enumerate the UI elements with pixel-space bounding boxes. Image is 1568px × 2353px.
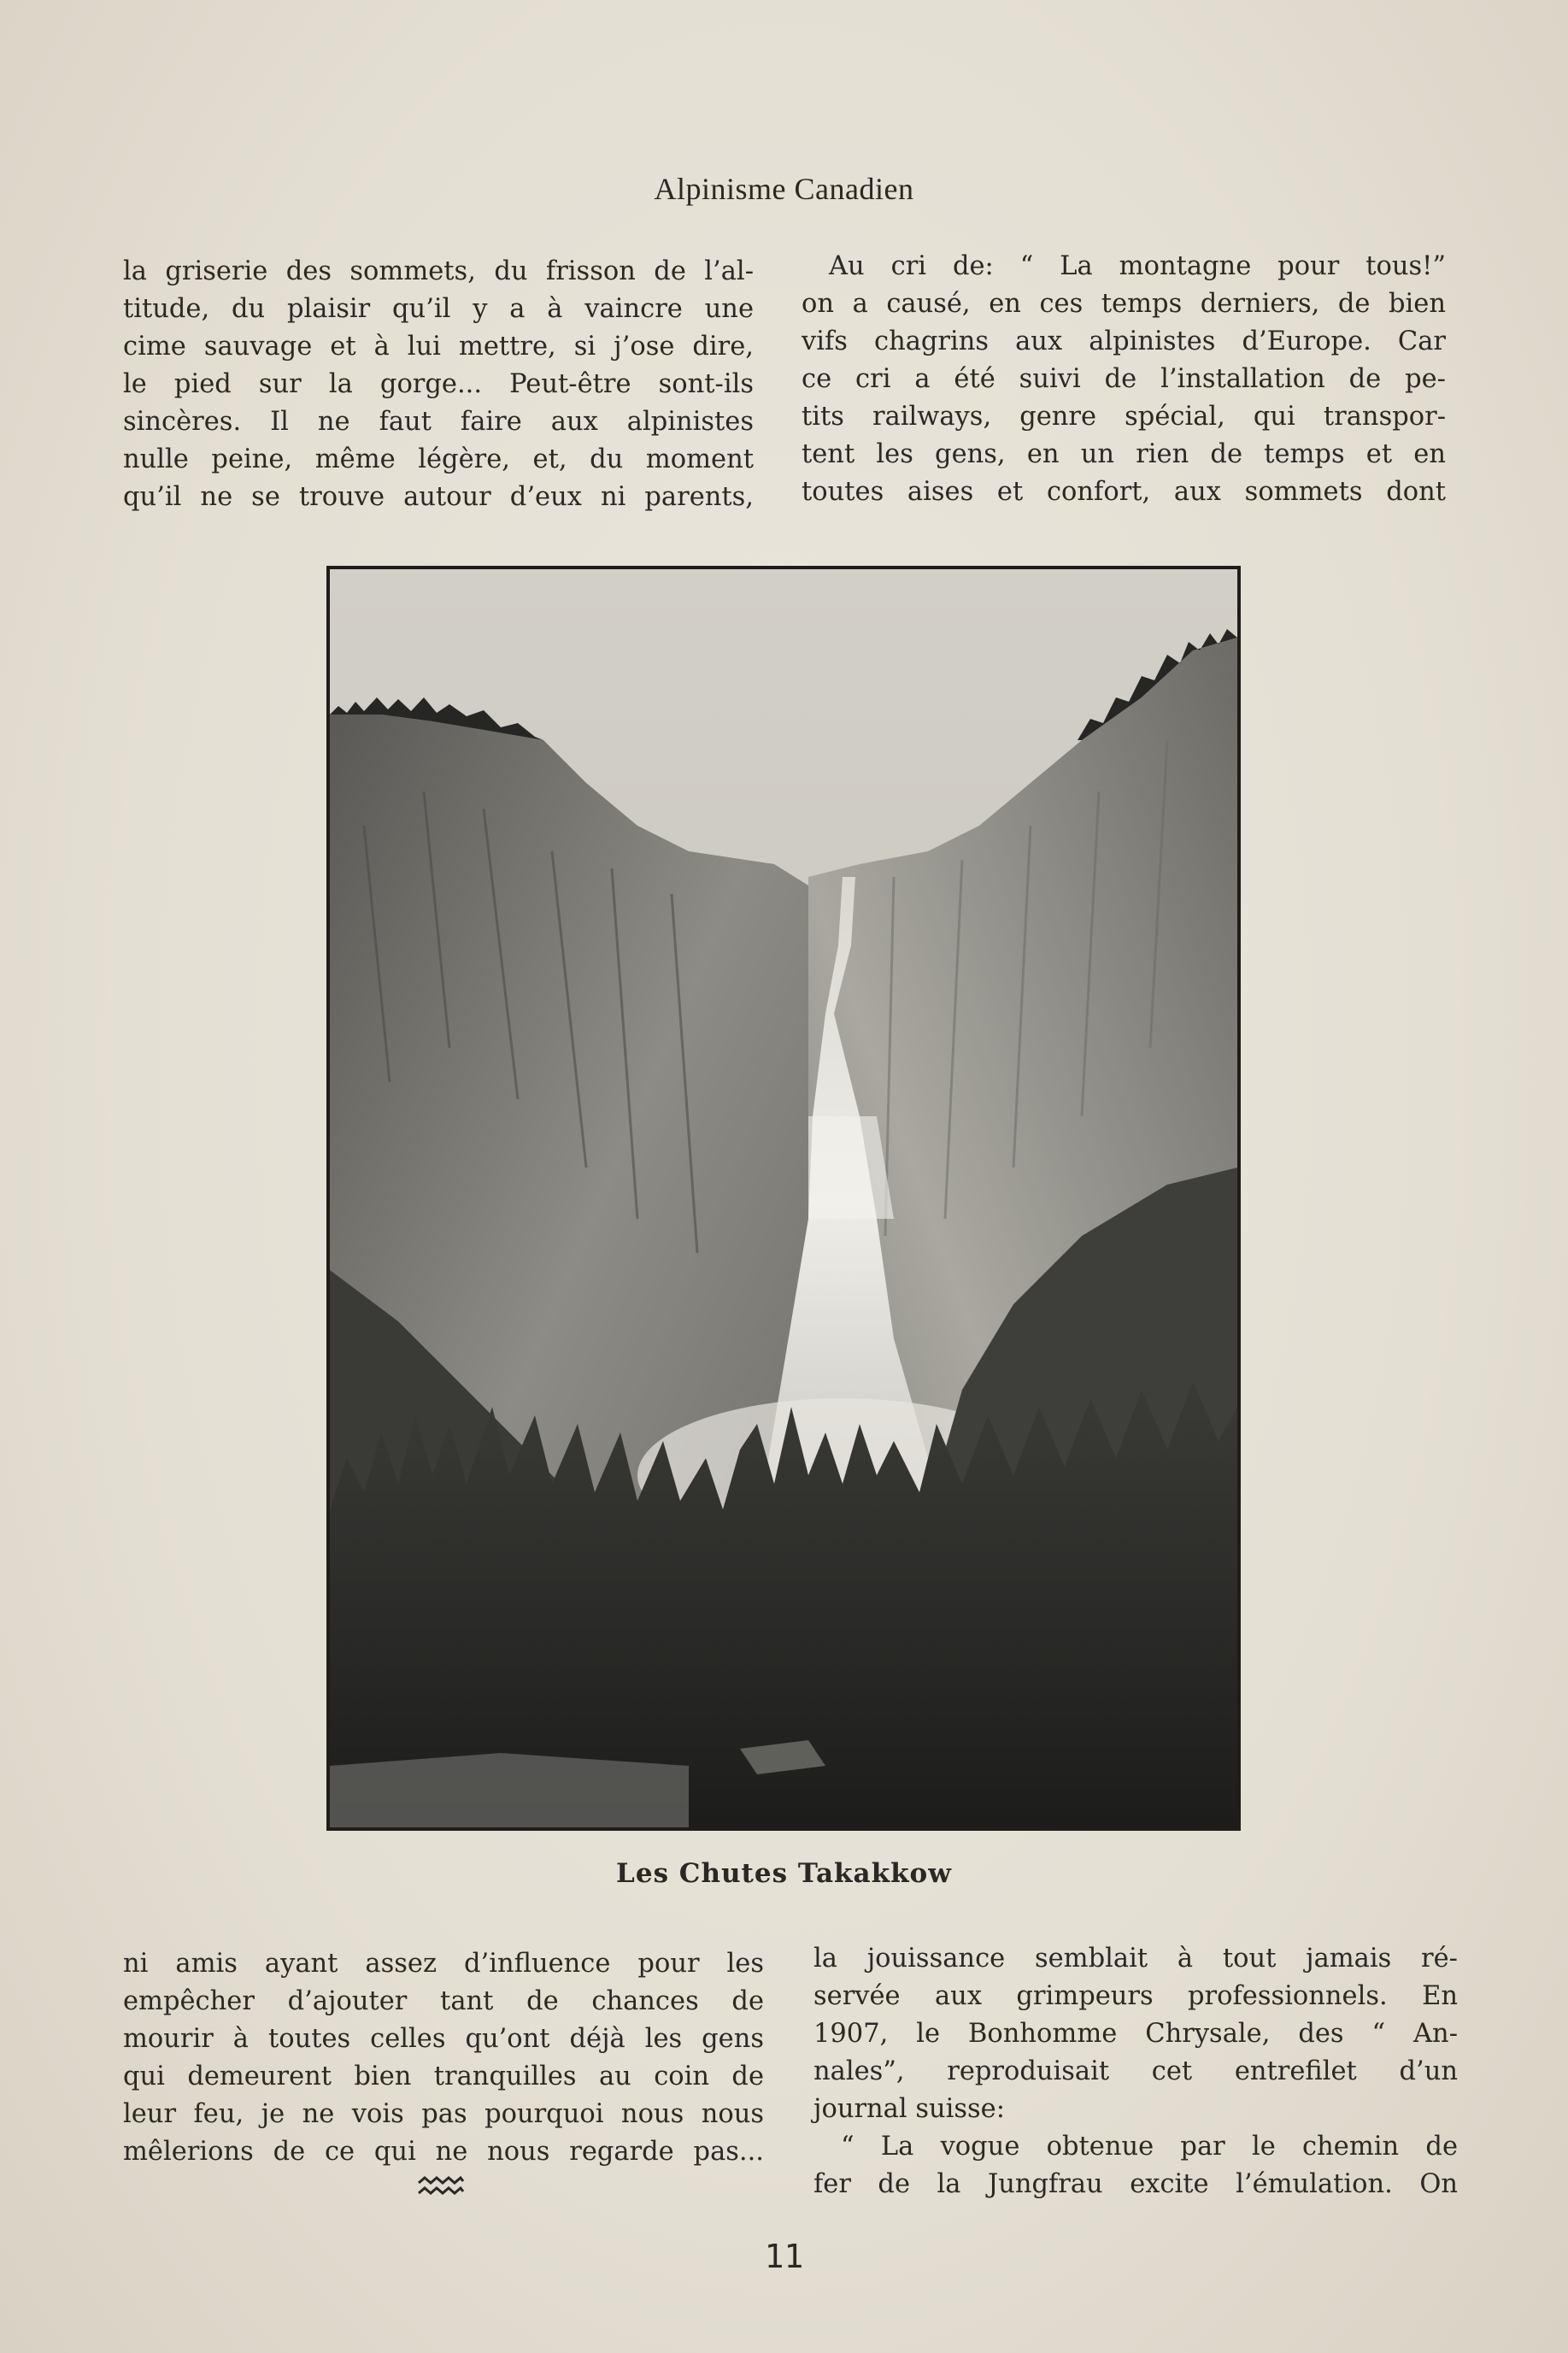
text-line: leur feu, je ne vois pas pourquoi nous nous [123,2099,764,2129]
page-number: 11 [764,2238,804,2275]
text-line: tent les gens, en un rien de temps et en [802,439,1446,469]
text-line: empêcher d’ajouter tant de chances de [123,1986,764,2016]
text-line: vifs chagrins aux alpinistes d’Europe. Car [802,326,1446,356]
text-line: servée aux grimpeurs professionnels. En [813,1981,1458,2011]
text-line: 1907, le Bonhomme Chrysale, des “ An- [813,2019,1458,2049]
text-line: fer de la Jungfrau excite l’émulation. On [813,2169,1458,2199]
text-line: Au cri de: “ La montagne pour tous!” [829,251,1446,281]
text-line: le pied sur la gorge... Peut-être sont-ils [123,369,754,399]
running-head: Alpinisme Canadien [654,172,914,206]
text-line: qui demeurent bien tranquilles au coin de [123,2062,764,2091]
text-line: mêlerions de ce qui ne nous regarde pas... [123,2137,764,2167]
text-line: la jouissance semblait à tout jamais ré- [813,1944,1458,1974]
text-line: cime sauvage et à lui mettre, si j’ose dire, [123,332,754,362]
text-column-top-left [123,253,754,516]
text-column-top-right [802,248,1446,511]
text-line: nulle peine, même légère, et, du moment [123,444,754,474]
figure-caption: Les Chutes Takakkow [616,1858,952,1889]
text-column-bottom-left [123,1945,764,2171]
text-column-bottom-right [813,1940,1458,2203]
text-line: ni amis ayant assez d’influence pour les [123,1949,764,1979]
zigzag-ornament-icon [417,2176,465,2198]
text-line: mourir à toutes celles qu’ont déjà les gens [123,2024,764,2054]
text-line: tits railways, genre spécial, qui transpor- [802,402,1446,432]
waterfall-photo-icon [330,569,1237,1827]
text-line: on a causé, en ces temps derniers, de bien [802,289,1446,319]
waterfall-photo [326,566,1241,1831]
text-line: titude, du plaisir qu’il y a à vaincre une [123,294,754,324]
text-line: la griserie des sommets, du frisson de l’al- [123,256,754,286]
text-line: sincères. Il ne faut faire aux alpinistes [123,407,754,437]
text-line: “ La vogue obtenue par le chemin de [841,2132,1458,2162]
text-line: toutes aises et confort, aux sommets dont [802,477,1446,507]
text-line: nales”, reproduisait cet entrefilet d’un [813,2056,1458,2086]
text-line: journal suisse: [813,2094,1005,2124]
text-line: qu’il ne se trouve autour d’eux ni parents, [123,482,754,512]
text-line: ce cri a été suivi de l’installation de pe- [802,364,1446,394]
